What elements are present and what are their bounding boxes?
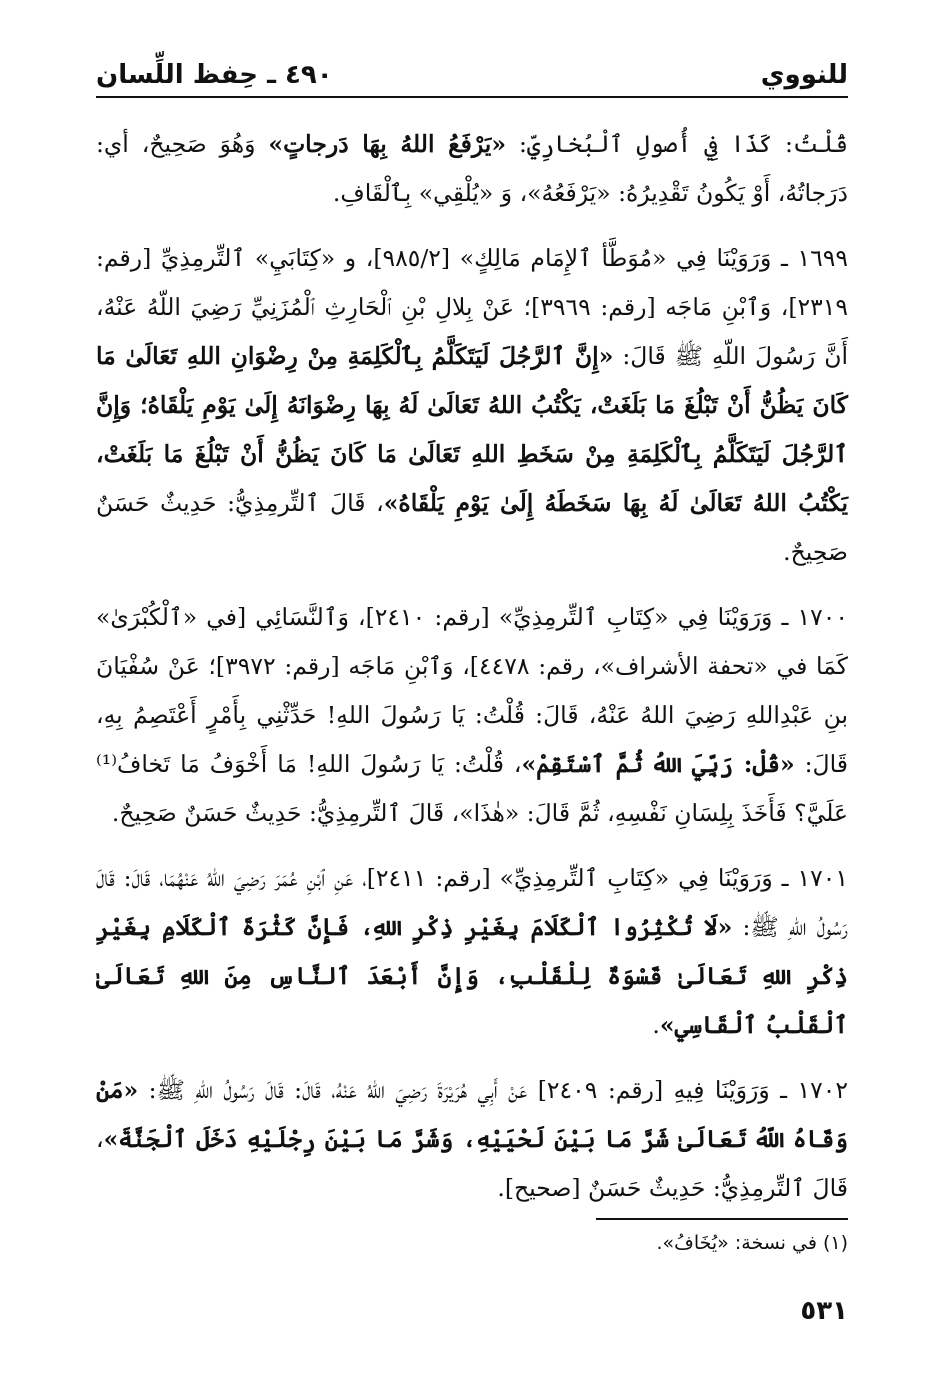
running-header	[96, 50, 848, 98]
paragraph-text: ، قُلْتُ: يَا رَسُولَ اللهِ! مَا أَخْوَفُ مَا تَخافُ⁽¹⁾ عَلَيَّ؟ فَأَخَذَ بِلِسَانِ نَفْسِهِ، ثُمَّ قَالَ: «هٰذَا»، قَالَ ٱلتِّرمِذِيُّ: حَدِيثٌ حَسَنٌ صَحِيحٌ.	[96, 750, 848, 827]
hadith-quote: «قُلْ: رَبِّيَ اللهُ ثُمَّ ٱسْتَقِمْ»	[521, 750, 795, 778]
paragraph-hadith-1701	[96, 854, 848, 1050]
footnote: (١) في نسخة: «يُخَافُ».	[656, 1232, 848, 1254]
paragraph-hadith-1699	[96, 234, 848, 577]
paragraph-text: ١٦٩٩ ـ وَرَوَيْنَا فِي «مُوَطَّأ ٱلإِمَام مَالِكٍ» [٩٨٥/٢]، و «كِتَابَيِ» ٱلتِّرمِذِيِّ [رقم: ٢٣١٩]، وَٱبْنِ مَاجَه [رقم: ٣٩٦٩]؛ عَنْ بِلالِ بْنِ ٱلْحَارِثِ ٱلْمُزَنِيِّ رَضِيَ اللّهُ عَنْهُ، أَنَّ رَسُولَ اللّهِ ﷺ قَالَ:	[96, 244, 849, 370]
paragraph-text: ، قَالَ ٱلتِّرمِذِيُّ: حَدِيثٌ حَسَنٌ [صحيح].	[96, 1125, 848, 1202]
header-book-title: للنووي	[760, 60, 848, 90]
paragraph-text: قُلْتُ: كَذَا فِي أُصولِ ٱلْبُخارِيِّ:	[506, 130, 848, 158]
hadith-quote: «يَرْفَعُ اللهُ بِهَا دَرجاتٍ»	[268, 130, 507, 158]
paragraph-text: ١٧٠١ ـ وَرَوَيْنَا فِي «كِتَابِ ٱلتِّرمِذِيِّ» [رقم: ٢٤١١]، عَنِ ٱبْنِ عُمَرَ رَضِيَ اللّهُ عَنْهُمَا، قَالَ: قَالَ رَسُولُ اللّهِ ﷺ:	[96, 864, 848, 941]
paragraph-text: .	[652, 1011, 660, 1039]
paragraph-text: ، قَالَ ٱلتِّرمِذِيُّ: حَدِيثٌ حَسَنٌ صَحِيحٌ.	[96, 489, 848, 566]
paragraph-note	[96, 120, 848, 218]
main-text	[96, 120, 848, 1229]
hadith-quote: «إِنَّ ٱلرَّجُلَ لَيَتَكَلَّمُ بِٱلْكَلِمَةِ مِنْ رِضْوَانِ اللهِ تَعَالَىٰ مَا كَانَ يَظُنُّ أَنْ تَبْلُغَ مَا بَلَغَتْ، يَكْتُبُ اللهُ تَعَالَىٰ لَهُ بِهَا رِضْوَانَهُ إِلَىٰ يَوْمِ يَلْقَاهُ؛ وَإِنَّ ٱلرَّجُلَ لَيَتَكَلَّمُ بِٱلْكَلِمَةِ مِنْ سَخَطِ اللهِ تَعَالَىٰ مَا كَانَ يَظُنُّ أَنْ تَبْلُغَ مَا بَلَغَتْ، يَكْتُبُ اللهُ تَعَالَىٰ لَهُ بِهَا سَخَطَهُ إِلَىٰ يَوْمِ يَلْقَاهُ»	[96, 342, 848, 517]
paragraph-hadith-1700	[96, 593, 848, 838]
hadith-quote: «مَنْ وَقَاهُ اللّهُ تَعَالَىٰ شَرَّ مَا بَيْنَ لَحْيَيْهِ، وَشَرَّ مَا بَيْنَ رِجْلَيْهِ دَخَلَ ٱلْجَنَّةَ»	[96, 1076, 848, 1153]
paragraph-text: ١٧٠٠ ـ وَرَوَيْنَا فِي «كِتَابِ ٱلتِّرمِذِيِّ» [رقم: ٢٤١٠]، وَٱلنَّسَائِي [في «ٱلْكُبْرَىٰ» كَمَا في «تحفة الأشراف»، رقم: ٤٤٧٨]، وَٱبْنِ مَاجَه [رقم: ٣٩٧٢]؛ عَنْ سُفْيَانَ بنِ عَبْدِاللهِ رَضِيَ اللهُ عَنْهُ، قَالَ: قُلْتُ: يَا رَسُولَ اللهِ! حَدِّثْنِي بِأَمْرٍ أَعْتَصِمُ بِهِ، قَالَ:	[96, 603, 848, 778]
paragraph-text: وَهُوَ صَحِيحٌ، أي: دَرَجاتُهُ، أَوْ يَكُونُ تَقْدِيرُهُ: «يَرْفَعُهُ»، وَ «يُلْقِي» بِٱلْقَافِ.	[96, 130, 848, 207]
hadith-quote: «لَا تُكْثِرُوا ٱلْكَلَامَ بِغَيْرِ ذِكْرِ اللهِ، فَإِنَّ كَثْرَةَ ٱلْكَلَامِ بِغَيْرِ ذِكْرِ اللهِ تَعَالَىٰ قَسْوَةٌ لِلْقَلْبِ، وَإِنَّ أَبْعَدَ ٱلنَّاسِ مِنَ اللهِ تَعَالَىٰ ٱلْقَلْبُ ٱلْقَاسِي»	[96, 913, 848, 1039]
paragraph-hadith-1702	[96, 1066, 848, 1213]
header-chapter: ٤٩٠ ـ حِفظ اللِّسان	[96, 60, 333, 90]
paragraph-text: ١٧٠٢ ـ وَرَوَيْنَا فِيهِ [رقم: ٢٤٠٩] عَنْ أَبِي هُرَيْرَةَ رَضِيَ اللهُ عَنْهُ، قَالَ: قَالَ رَسُولُ اللّهِ ﷺ:	[138, 1076, 848, 1104]
footnote-divider	[596, 1218, 848, 1220]
page-number: ٥٣١	[800, 1296, 848, 1326]
